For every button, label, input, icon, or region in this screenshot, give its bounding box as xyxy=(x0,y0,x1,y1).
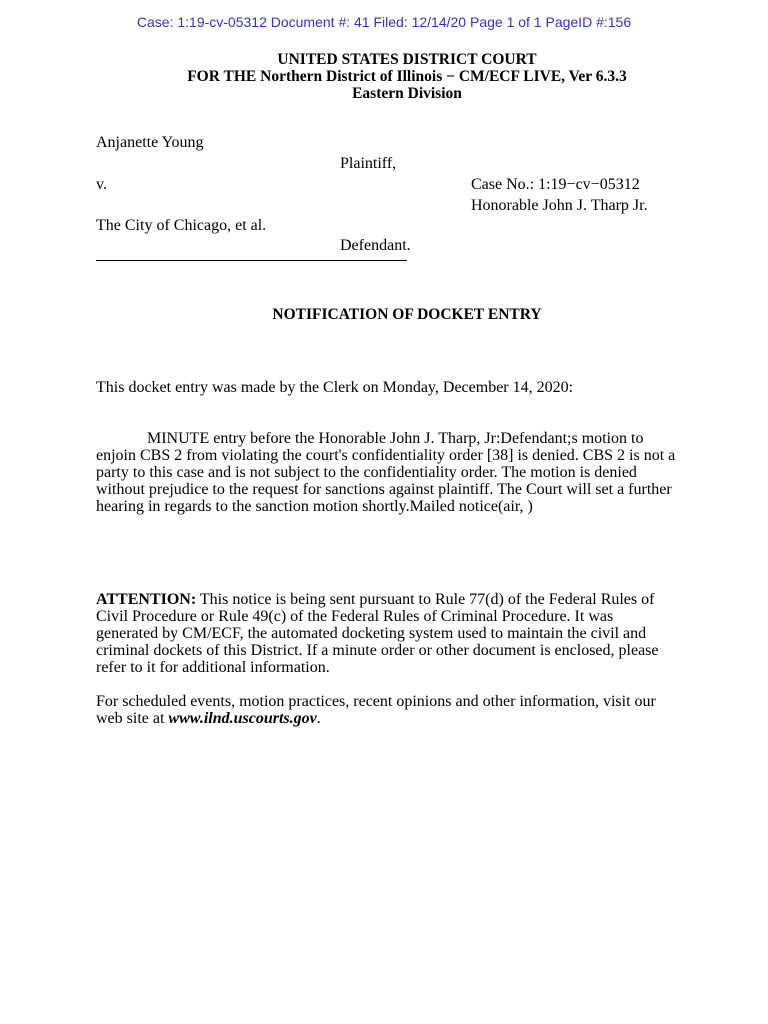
attention-first-line: This notice is being sent pursuant to Rule 77(d) of the Federal Rules of xyxy=(196,591,655,608)
attention-line: refer to it for additional information. xyxy=(96,659,330,676)
case-number: Case No.: 1:19−cv−05312 xyxy=(471,176,640,193)
plaintiff-role: Plaintiff, xyxy=(340,155,397,172)
defendant-role: Defendant. xyxy=(340,237,411,254)
judge-name: Honorable John J. Tharp Jr. xyxy=(471,197,648,214)
minute-line: enjoin CBS 2 from violating the court's confidentiality order [38] is denied. CBS 2 is not a xyxy=(96,447,676,464)
court-district: FOR THE Northern District of Illinois − CM/ECF LIVE, Ver 6.3.3 xyxy=(187,68,627,85)
court-name: UNITED STATES DISTRICT COURT xyxy=(277,51,537,68)
caption-divider xyxy=(96,260,407,261)
versus: v. xyxy=(96,176,107,193)
plaintiff-name: Anjanette Young xyxy=(96,134,204,151)
minute-line: hearing in regards to the sanction motion shortly.Mailed notice(air, ) xyxy=(96,498,533,515)
website-info xyxy=(96,693,716,727)
attention-line xyxy=(96,591,716,608)
website-info-line xyxy=(96,710,716,727)
attention-label: ATTENTION: xyxy=(96,591,197,608)
defendant-name: The City of Chicago, et al. xyxy=(96,217,267,234)
court-division: Eastern Division xyxy=(352,85,462,102)
minute-entry xyxy=(96,430,716,515)
minute-line: party to this case and is not subject to the confidentiality order. The motion is denied xyxy=(96,464,637,481)
minute-line: MINUTE entry before the Honorable John J. Tharp, Jr:Defendant;s motion to xyxy=(147,430,644,447)
attention-line: generated by CM/ECF, the automated docketing system used to maintain the civil and xyxy=(96,625,647,642)
website-info-line: For scheduled events, motion practices, recent opinions and other information, visit our xyxy=(96,693,656,710)
website-prefix: web site at xyxy=(96,710,169,727)
minute-line: without prejudice to the request for sanctions against plaintiff. The Court will set a further xyxy=(96,481,672,498)
website-suffix: . xyxy=(316,710,321,727)
attention-notice xyxy=(96,591,716,676)
website-link[interactable]: www.ilnd.uscourts.gov xyxy=(168,710,317,727)
attention-line: Civil Procedure or Rule 49(c) of the Federal Rules of Criminal Procedure. It was xyxy=(96,608,614,625)
attention-line: criminal dockets of this District. If a minute order or other document is enclosed, please xyxy=(96,642,659,659)
entry-intro: This docket entry was made by the Clerk on Monday, December 14, 2020: xyxy=(96,379,574,396)
case-header-stamp: Case: 1:19-cv-05312 Document #: 41 Filed: 12/14/20 Page 1 of 1 PageID #:156 xyxy=(136,14,632,30)
notice-title: NOTIFICATION OF DOCKET ENTRY xyxy=(272,306,542,323)
court-heading xyxy=(0,51,768,102)
